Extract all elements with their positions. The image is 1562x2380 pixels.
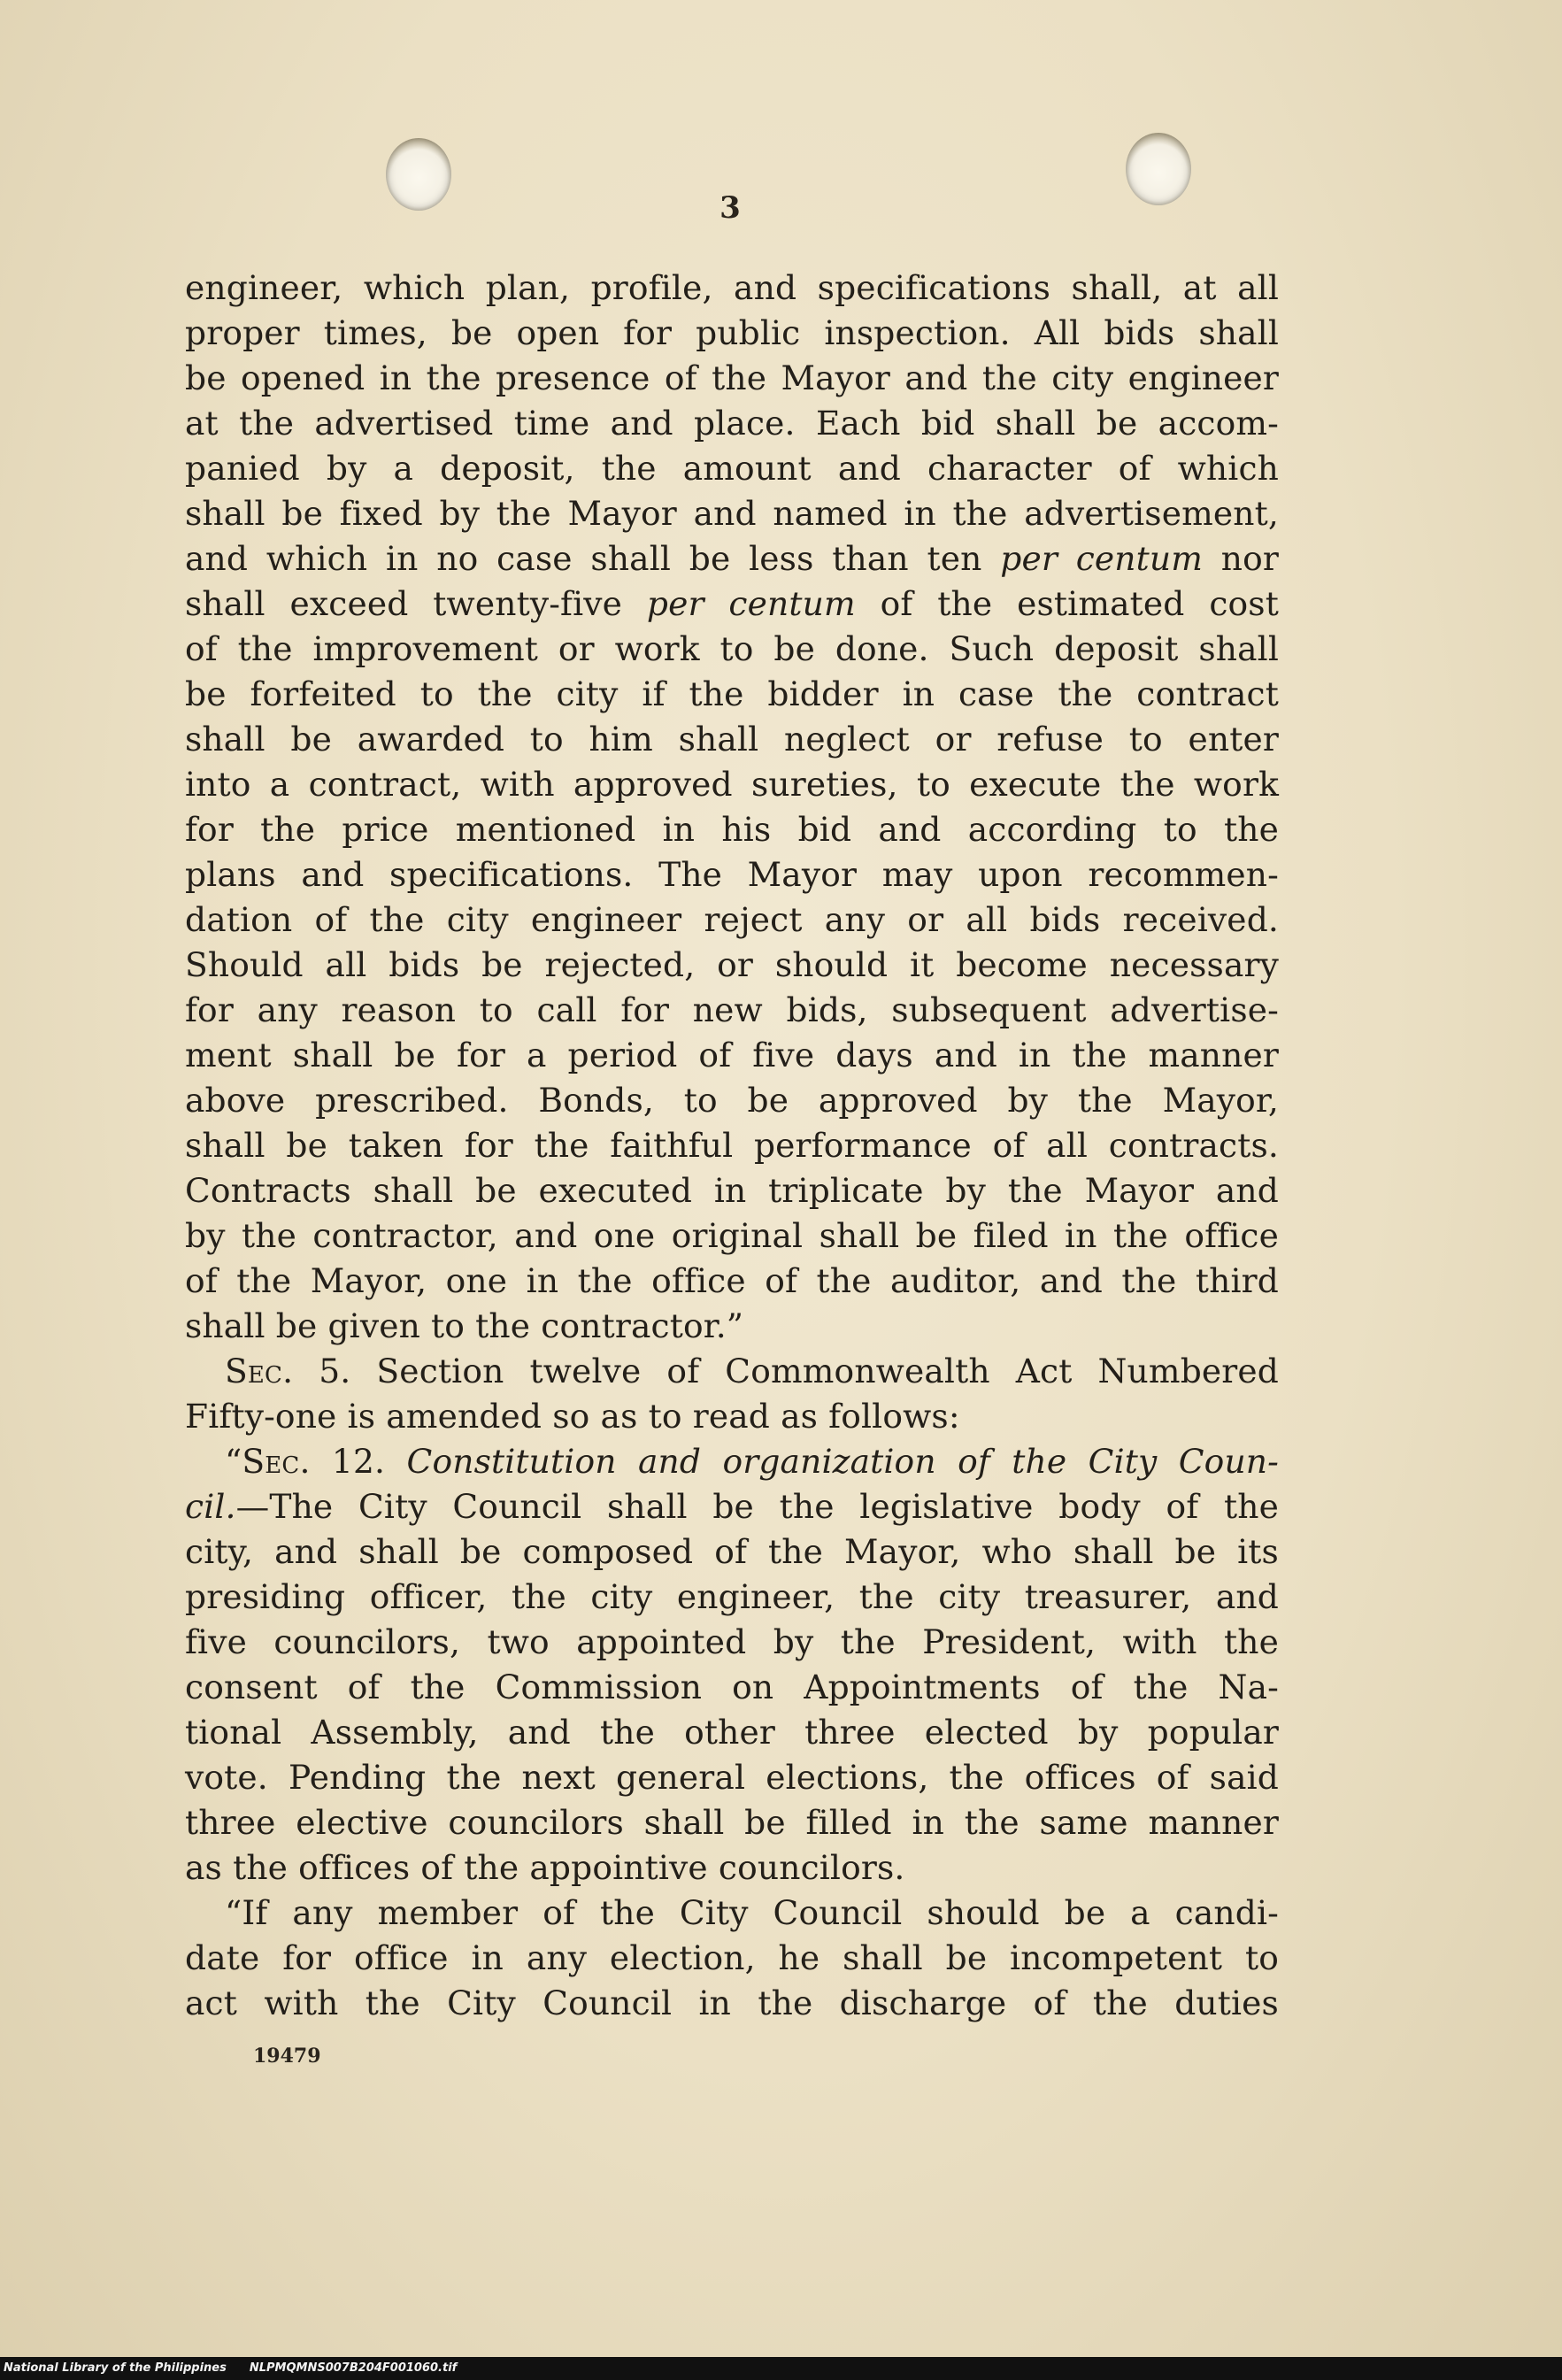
text-run: be forfeited to the city if the bidder in case the contract	[185, 674, 1279, 713]
text-run: proper times, be open for public inspection. All bids shall	[185, 313, 1279, 352]
text-run: Sec.	[242, 1442, 311, 1481]
text-line	[185, 1078, 1279, 1123]
text-run: into a contract, with approved sureties, to execute the work	[185, 765, 1279, 804]
text-run: of the estimated cost	[855, 584, 1279, 623]
text-run: for the price mentioned in his bid and according to the	[185, 810, 1279, 849]
text-run: five councilors, two appointed by the President, with the	[185, 1622, 1279, 1661]
text-run: Constitution and organization of the City Coun-	[406, 1442, 1279, 1481]
text-line	[185, 1213, 1279, 1259]
text-run: Fifty-one is amended so as to read as follows:	[185, 1397, 960, 1436]
text-line	[185, 852, 1279, 897]
text-run: Should all bids be rejected, or should it become necessary	[185, 945, 1279, 984]
text-line	[185, 266, 1279, 311]
printer-job-number: 19479	[253, 2045, 321, 2068]
text-run: above prescribed. Bonds, to be approved by the Mayor,	[185, 1081, 1279, 1120]
text-line	[185, 491, 1279, 536]
text-line	[185, 1575, 1279, 1620]
text-run: by the contractor, and one original shall be filed in the office	[185, 1216, 1279, 1255]
text-line	[185, 1259, 1279, 1304]
text-line	[185, 627, 1279, 672]
page-number: 3	[719, 190, 741, 226]
text-run: act with the City Council in the discharge of the duties	[185, 1983, 1279, 2022]
text-line	[185, 1484, 1279, 1529]
footer-library-name: National Library of the Philippines	[4, 2361, 227, 2375]
text-run: tional Assembly, and the other three elected by popular	[185, 1713, 1279, 1752]
text-run: shall be taken for the faithful performance of all contracts.	[185, 1126, 1279, 1165]
text-line	[185, 1304, 1279, 1349]
text-line	[185, 582, 1279, 627]
text-run: three elective councilors shall be filled in the same manner	[185, 1803, 1279, 1842]
text-run: ment shall be for a period of five days and in the manner	[185, 1036, 1279, 1074]
text-line	[185, 536, 1279, 582]
text-line	[185, 1665, 1279, 1710]
text-line	[185, 988, 1279, 1033]
text-line	[185, 446, 1279, 491]
text-line	[185, 1710, 1279, 1755]
text-run: “If any member of the City Council should be a candi-	[225, 1893, 1279, 1932]
text-line	[185, 1620, 1279, 1665]
text-line	[185, 1891, 1279, 1936]
text-line	[185, 897, 1279, 943]
text-run: for any reason to call for new bids, subsequent advertise-	[185, 990, 1279, 1029]
text-line	[185, 356, 1279, 401]
text-run: of the Mayor, one in the office of the auditor, and the third	[185, 1261, 1279, 1300]
text-line	[185, 1981, 1279, 2026]
text-run: plans and specifications. The Mayor may upon recommen-	[185, 855, 1279, 894]
text-run: “	[225, 1442, 242, 1481]
text-run: shall exceed twenty-five	[185, 584, 647, 623]
text-run: and which in no case shall be less than ten	[185, 539, 1001, 578]
text-run: be opened in the presence of the Mayor and the city engineer	[185, 358, 1279, 397]
text-run: consent of the Commission on Appointments of the Na-	[185, 1668, 1279, 1706]
text-line	[185, 672, 1279, 717]
text-run: date for office in any election, he shall be incompetent to	[185, 1938, 1279, 1977]
text-run: per centum	[1000, 539, 1204, 578]
text-run: Sec.	[225, 1352, 294, 1390]
text-run: vote. Pending the next general elections, the offices of said	[185, 1758, 1279, 1797]
text-run: shall be given to the contractor.”	[185, 1306, 744, 1345]
body-text	[185, 266, 1279, 2026]
text-run: cil.	[185, 1487, 236, 1526]
text-line	[185, 1439, 1279, 1484]
text-run: city, and shall be composed of the Mayor, who shall be its	[185, 1532, 1279, 1571]
text-line	[185, 1936, 1279, 1981]
text-run: at the advertised time and place. Each bid shall be accom-	[185, 404, 1279, 443]
text-run: of the improvement or work to be done. Such deposit shall	[185, 629, 1279, 668]
text-run: Contracts shall be executed in triplicate by the Mayor and	[185, 1171, 1279, 1210]
text-run: shall be awarded to him shall neglect or refuse to enter	[185, 720, 1279, 759]
text-line	[185, 1123, 1279, 1168]
text-run: —The City Council shall be the legislative body of the	[235, 1487, 1279, 1526]
text-line	[185, 1800, 1279, 1845]
text-line	[185, 311, 1279, 356]
text-line	[185, 1033, 1279, 1078]
scan-footer	[0, 2357, 1562, 2380]
text-run: dation of the city engineer reject any or all bids received.	[185, 900, 1279, 939]
text-run: shall be fixed by the Mayor and named in the advertisement,	[185, 494, 1279, 533]
text-run: nor	[1203, 539, 1279, 578]
text-line	[185, 401, 1279, 446]
text-run: as the offices of the appointive councilors.	[185, 1848, 905, 1887]
text-line	[185, 1529, 1279, 1575]
text-line	[185, 1168, 1279, 1213]
text-line	[185, 807, 1279, 852]
text-run: 12.	[310, 1442, 407, 1481]
text-line	[185, 943, 1279, 988]
text-line	[185, 762, 1279, 807]
text-line	[185, 1349, 1279, 1394]
text-run: 5. Section twelve of Commonwealth Act Numbered	[293, 1352, 1279, 1390]
text-line	[185, 1394, 1279, 1439]
text-run: panied by a deposit, the amount and character of which	[185, 449, 1279, 488]
text-line	[185, 717, 1279, 762]
footer-file-id: NLPMQMNS007B204F001060.tif	[249, 2361, 458, 2375]
text-line	[185, 1845, 1279, 1891]
text-run: presiding officer, the city engineer, the city treasurer, and	[185, 1577, 1279, 1616]
text-run: engineer, which plan, profile, and specifications shall, at all	[185, 268, 1279, 307]
text-line	[185, 1755, 1279, 1800]
text-run: per centum	[646, 584, 856, 623]
